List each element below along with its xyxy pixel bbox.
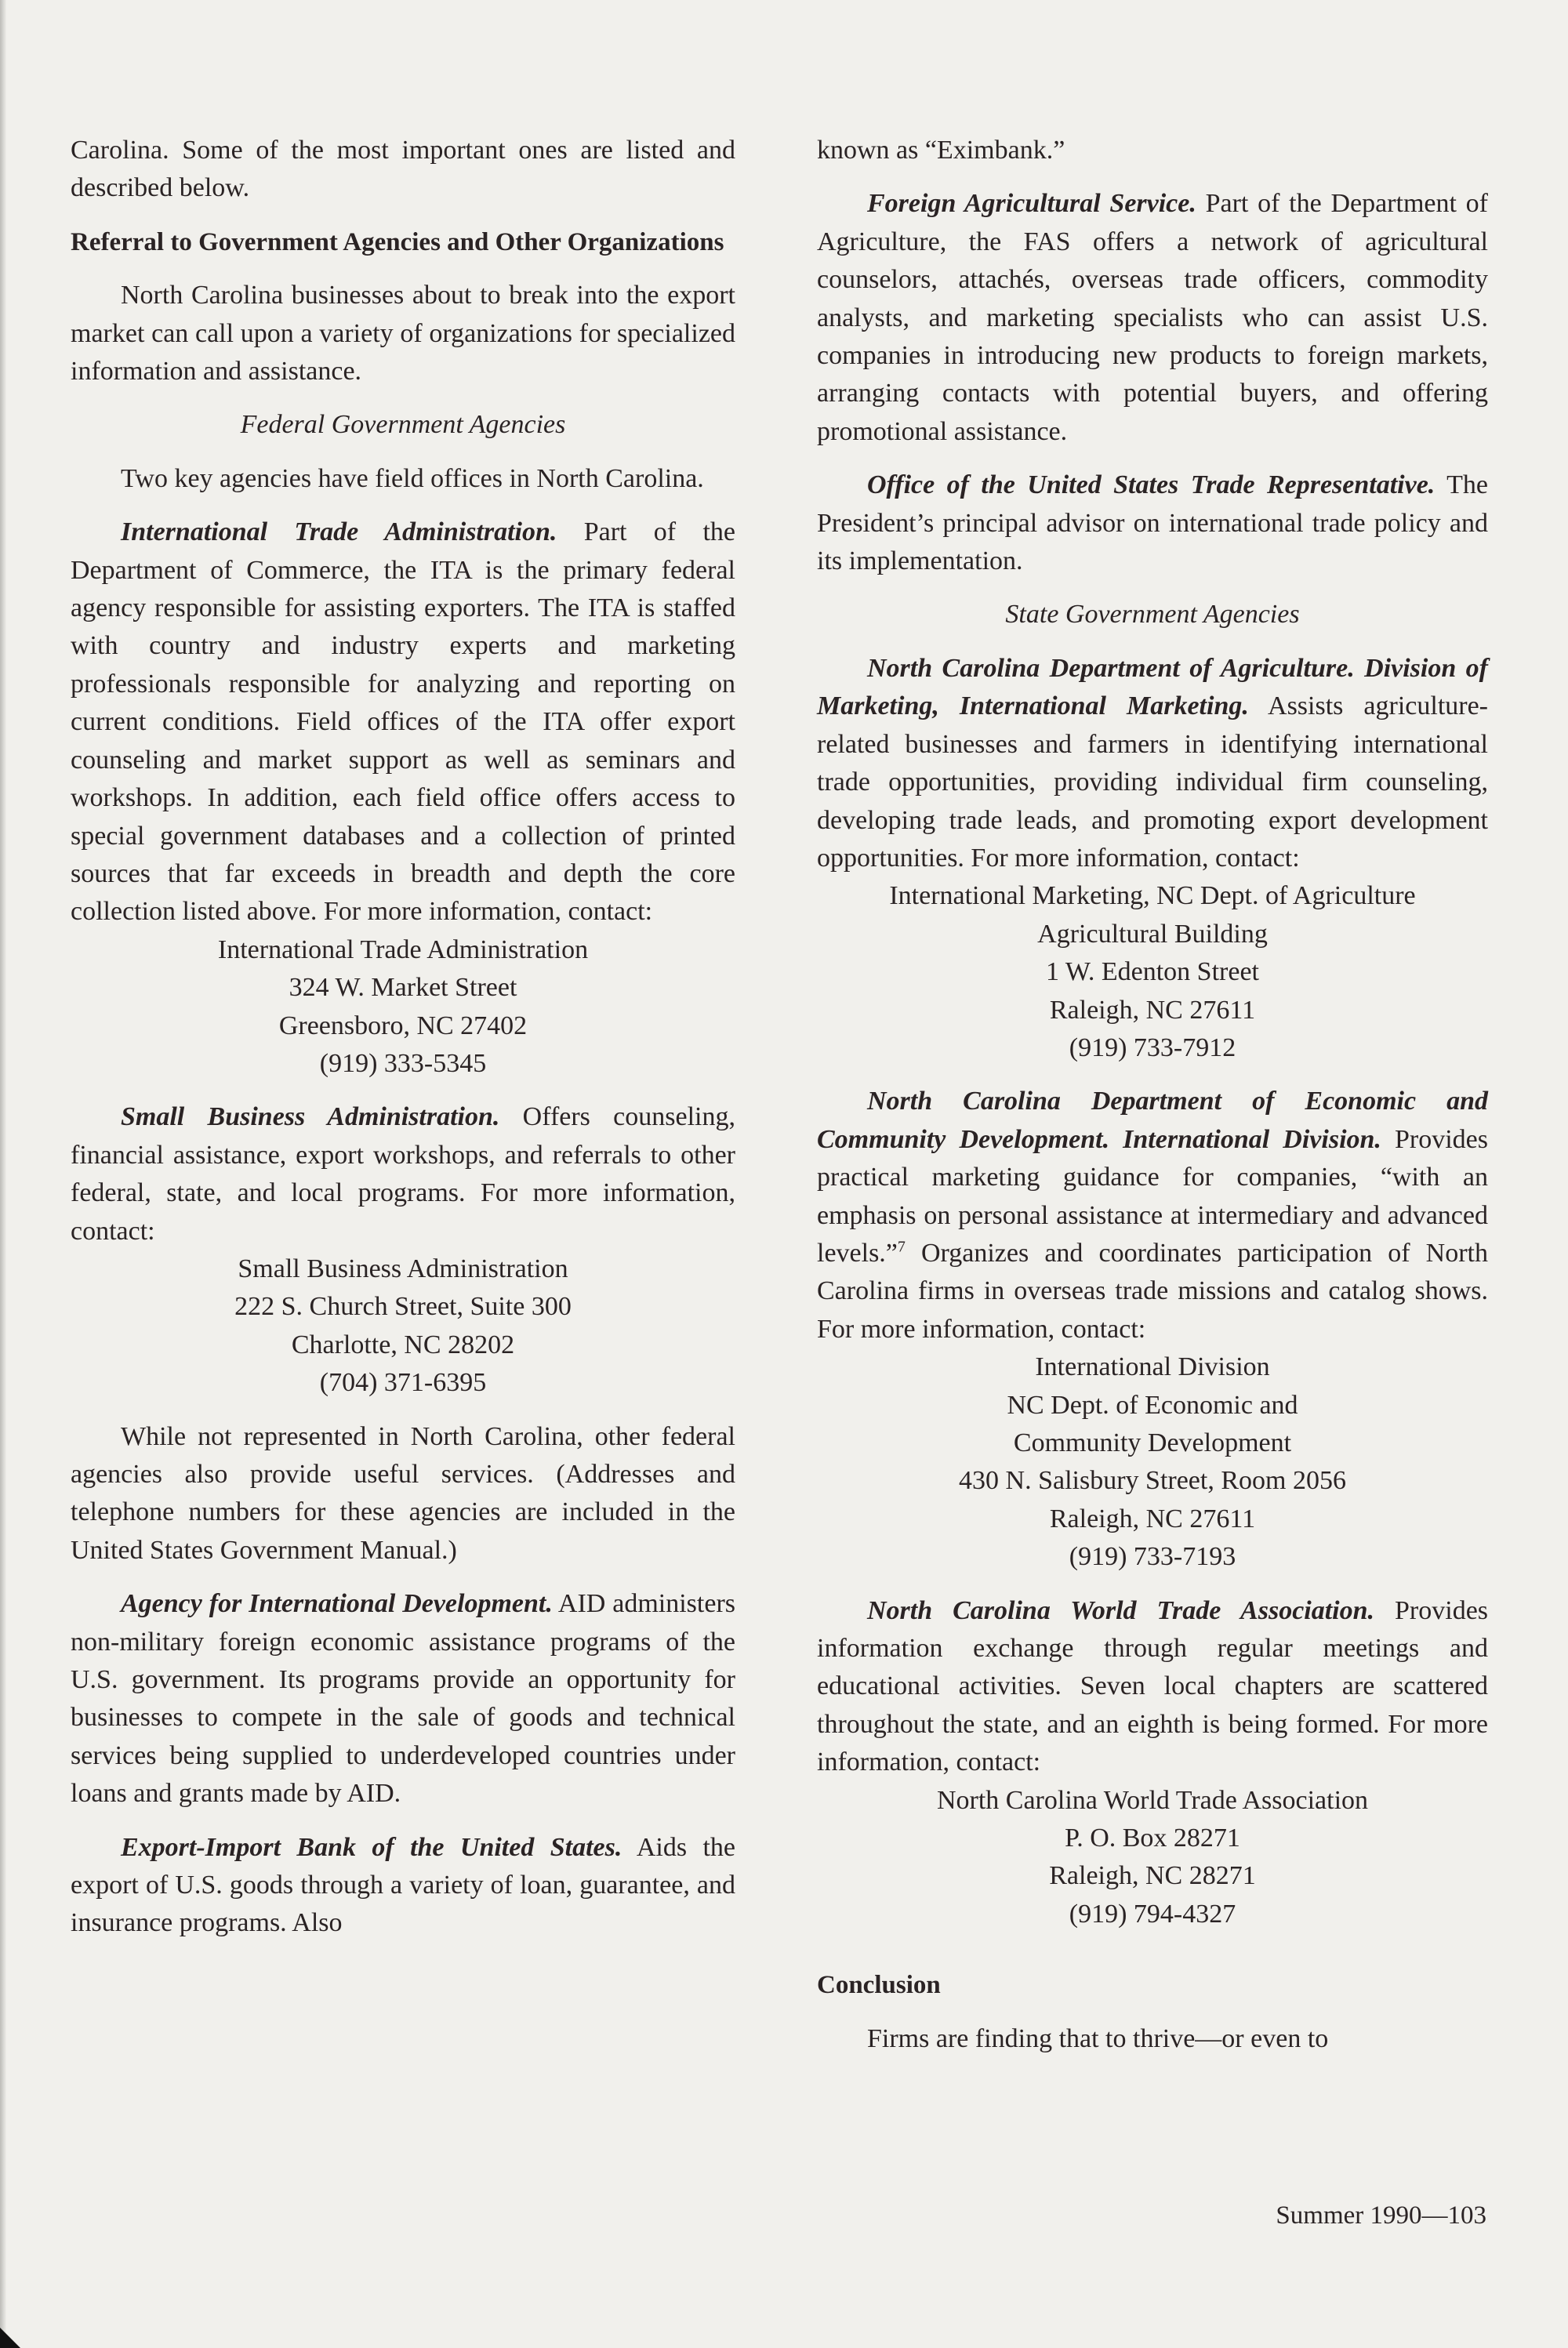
address-line: 324 W. Market Street: [289, 973, 517, 1003]
agency-name: International Trade Administration.: [121, 517, 557, 547]
agency-description: The President’s principal advisor on international trade policy and its implementation.: [817, 470, 1488, 576]
address-line: Agricultural Building: [1037, 919, 1268, 949]
address-line: Raleigh, NC 27611: [1049, 995, 1256, 1025]
paragraph: Two key agencies have field offices in North Carolina.: [121, 463, 704, 493]
agency-entry: [817, 650, 1488, 877]
paragraph: known as “Eximbank.”: [817, 136, 1065, 165]
address-line: Greensboro, NC 27402: [278, 1011, 528, 1040]
agency-description: Organizes and coordinates participation of North Carolina firms in overseas trade missions and catalog shows. For more information, contact:: [817, 1238, 1488, 1344]
agency-description: Provides practical marketing guidance for companies, “with an emphasis on personal assistance at intermediary and advanced levels.”: [817, 1124, 1489, 1268]
agency-name: North Carolina World Trade Association.: [867, 1595, 1375, 1625]
agency-name: Export-Import Bank of the United States.: [121, 1832, 622, 1862]
agency-entry: [817, 1592, 1488, 1782]
address-line: Raleigh, NC 28271: [1049, 1861, 1256, 1891]
agency-name: Office of the United States Trade Representative.: [867, 470, 1436, 500]
paragraph: While not represented in North Carolina, other federal agencies also provide useful services. (Addresses and telephone numbers for these agencies are included in the United States Government Manual.): [71, 1421, 735, 1565]
agency-entry: [817, 185, 1488, 451]
address-line: (919) 794-4327: [1069, 1899, 1236, 1929]
agency-entry: [817, 466, 1488, 580]
contact-address: [817, 1782, 1488, 1934]
address-line: (919) 733-7193: [1069, 1542, 1236, 1572]
address-line: (919) 333-5345: [319, 1048, 487, 1078]
right-column: [817, 132, 1488, 2058]
agency-description: Provides information exchange through regular meetings and educational activities. Seven local chapters are scattered throughout the state, and an eighth is being formed. For more information, contact:: [817, 1595, 1489, 1777]
agency-entry: [71, 1585, 735, 1813]
page-footer: Summer 1990—103: [1276, 2201, 1486, 2230]
contact-address: [71, 931, 735, 1083]
address-line: 222 S. Church Street, Suite 300: [234, 1292, 572, 1322]
agency-name: North Carolina Department of Agriculture. Division of Marketing, International Marketing.: [817, 653, 1488, 721]
address-line: Raleigh, NC 27611: [1049, 1504, 1256, 1533]
agency-description: Part of the Department of Commerce, the ITA is the primary federal agency responsible for assisting exporters. The ITA is staffed with country and industry experts and marketing professionals responsible for analyzing and reporting on current conditions. Field offices of the ITA offer export counseling and market support as well as seminars and workshops. In addition, each field office offers access to special government databases and a collection of printed sources that far exceeds in breadth and depth the core collection listed above. For more information, contact:: [71, 517, 735, 927]
agency-entry: [71, 1098, 735, 1250]
address-line: NC Dept. of Economic and: [1007, 1390, 1298, 1420]
contact-address: [817, 1348, 1488, 1576]
paragraph: Carolina. Some of the most important ones are listed and described below.: [71, 136, 735, 203]
agency-description: Assists agriculture-related businesses and farmers in identifying international trade opportunities, providing individual firm counseling, developing trade leads, and promoting export development opportunities. For more information, contact:: [817, 691, 1489, 873]
agency-description: AID administers non-military foreign economic assistance programs of the U.S. government. Its programs provide an opportunity for businesses to compete in the sale of goods and technical services being supplied to underdeveloped countries under loans and grants made by AID.: [71, 1589, 735, 1809]
section-heading: Referral to Government Agencies and Other Organizations: [71, 227, 724, 256]
address-line: International Division: [1035, 1352, 1270, 1382]
agency-entry: [817, 1083, 1488, 1348]
footnote-ref: 7: [897, 1238, 906, 1256]
address-line: P. O. Box 28271: [1065, 1824, 1240, 1853]
address-line: North Carolina World Trade Association: [936, 1785, 1369, 1815]
address-line: (919) 733-7912: [1069, 1032, 1236, 1062]
contact-address: [817, 877, 1488, 1067]
agency-name: North Carolina Department of Economic and Community Development. International Division.: [817, 1087, 1488, 1154]
address-line: International Trade Administration: [217, 934, 589, 964]
page-spine-shadow: [0, 0, 6, 2348]
agency-name: Agency for International Development.: [121, 1589, 553, 1619]
address-line: Small Business Administration: [238, 1254, 568, 1283]
subsection-heading: State Government Agencies: [1005, 600, 1300, 630]
agency-name: Foreign Agricultural Service.: [867, 189, 1196, 219]
agency-description: Offers counseling, financial assistance, export workshops, and referrals to other federal, state, and local programs. For more information, contact:: [71, 1102, 735, 1246]
subsection-heading: Federal Government Agencies: [240, 410, 566, 440]
address-line: Community Development: [1013, 1428, 1292, 1457]
paragraph: Firms are finding that to thrive—or even to: [867, 2023, 1329, 2053]
agency-entry: [71, 514, 735, 931]
address-line: (704) 371-6395: [319, 1368, 487, 1398]
section-heading: Conclusion: [817, 1971, 941, 2000]
contact-address: [71, 1250, 735, 1403]
page-corner-mark: [0, 2328, 20, 2348]
address-line: International Marketing, NC Dept. of Agriculture: [889, 881, 1416, 911]
address-line: 1 W. Edenton Street: [1046, 957, 1259, 987]
left-column: [71, 132, 735, 1943]
address-line: Charlotte, NC 28202: [291, 1330, 515, 1359]
agency-description: Part of the Department of Agriculture, the FAS offers a network of agricultural counselors, attachés, overseas trade officers, commodity analysts, and marketing specialists who can assist U.S. companies in introducing new products to foreign markets, arranging contacts with potential buyers, and offering promotional assistance.: [817, 189, 1488, 446]
agency-entry: [71, 1829, 735, 1943]
address-line: 430 N. Salisbury Street, Room 2056: [959, 1466, 1346, 1496]
paragraph: North Carolina businesses about to break into the export market can call upon a variety of organizations for specialized information and assistance.: [71, 281, 735, 386]
agency-name: Small Business Administration.: [121, 1102, 500, 1132]
agency-description: Aids the export of U.S. goods through a variety of loan, guarantee, and insurance programs. Also: [71, 1832, 735, 1938]
